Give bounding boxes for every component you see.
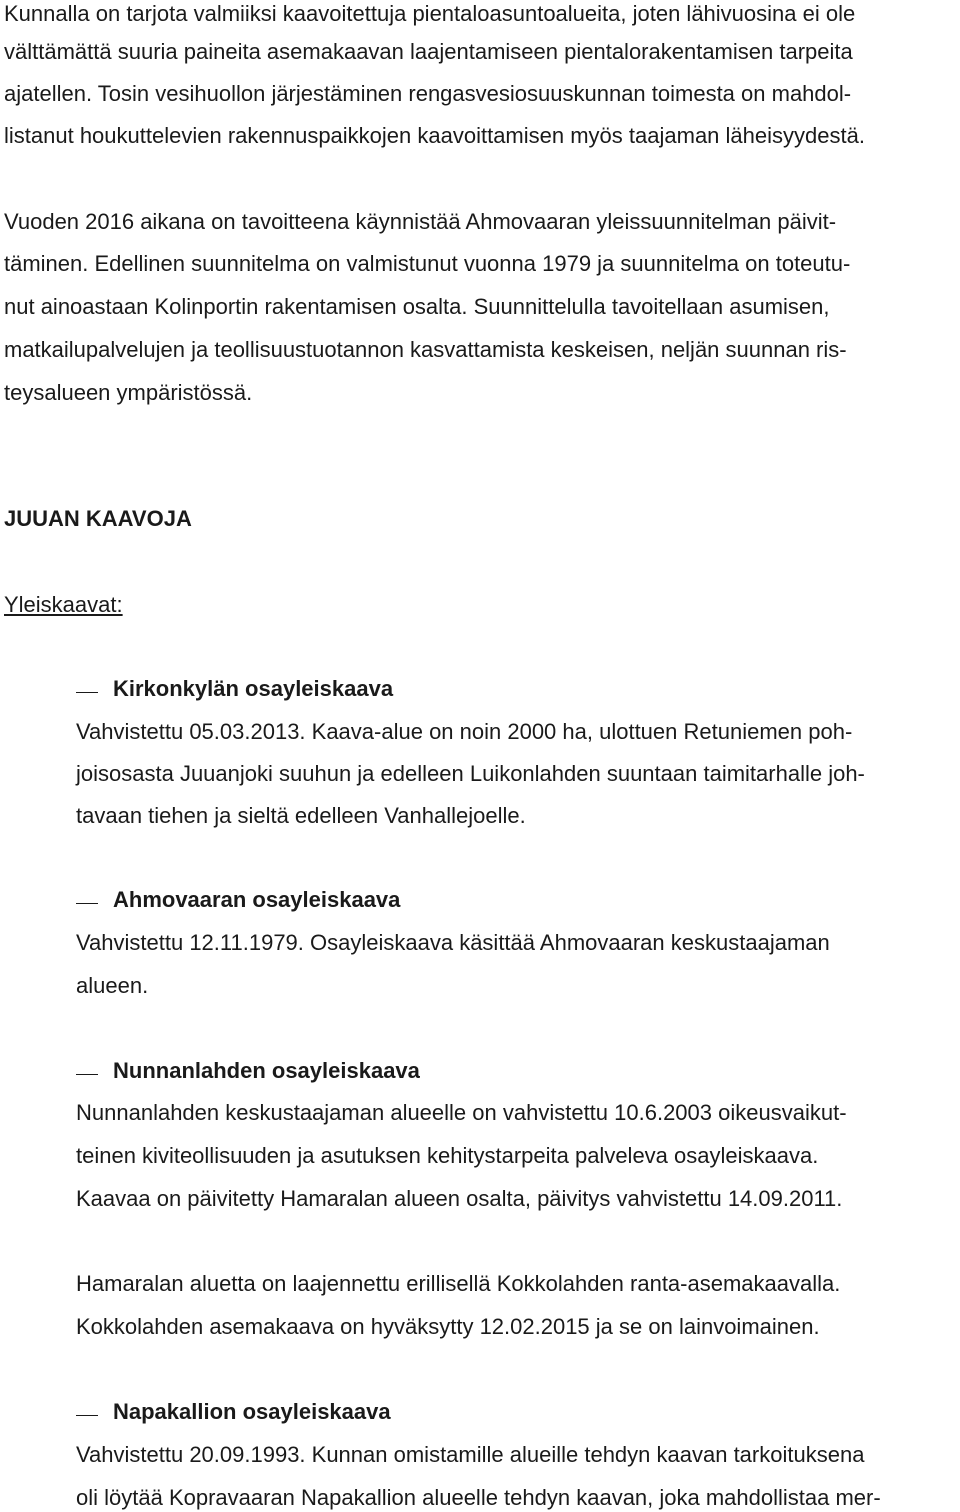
text-line: Vahvistettu 12.11.1979. Osayleiskaava käsittää Ahmovaaran keskustaajaman [76,930,830,955]
text-line: alueen. [76,973,149,998]
text-line: Kunnalla on tarjota valmiiksi kaavoitettuja pientaloasuntoalueita, joten lähivuosina ei ole [4,1,856,26]
text-line: Hamaralan aluetta on laajennettu erillisellä Kokkolahden ranta-asemakaavalla. [76,1271,841,1296]
text-line: Vahvistettu 05.03.2013. Kaava-alue on noin 2000 ha, ulottuen Retuniemen poh- [76,719,853,744]
text-line: ajatellen. Tosin vesihuollon järjestäminen rengasvesiosuuskunnan toimesta on mahdol- [4,81,852,106]
text-line: joisosasta Juuanjoki suuhun ja edelleen Luikonlahden suuntaan taimitarhalle joh- [76,761,865,786]
item-title: Ahmovaaran osayleiskaava [113,887,401,912]
text-line: nut ainoastaan Kolinportin rakentamisen osalta. Suunnittelulla tavoitellaan asumisen, [4,294,830,319]
text-line: Vahvistettu 20.09.1993. Kunnan omistamille alueille tehdyn kaavan tarkoituksena [76,1442,865,1467]
text-line: tavaan tiehen ja sieltä edelleen Vanhallejoelle. [76,803,526,828]
text-line: teinen kiviteollisuuden ja asutuksen kehitystarpeita palveleva osayleiskaava. [76,1143,819,1168]
text-line: välttämättä suuria paineita asemakaavan laajentamiseen pientalorakentamisen tarpeita [4,39,853,64]
text-line: matkailupalvelujen ja teollisuustuotannon kasvattamista keskeisen, neljän suunnan ris- [4,337,847,362]
item-title: Nunnanlahden osayleiskaava [113,1058,420,1083]
dash-bullet-icon [76,1415,98,1416]
text-line: täminen. Edellinen suunnitelma on valmistunut vuonna 1979 ja suunnitelma on toteutu- [4,251,851,276]
text-line: Kaavaa on päivitetty Hamaralan alueen osalta, päivitys vahvistettu 14.09.2011. [76,1186,843,1211]
subsection-heading: Yleiskaavat: [4,592,123,617]
text-line: teysalueen ympäristössä. [4,380,253,405]
item-title: Napakallion osayleiskaava [113,1399,391,1424]
dash-bullet-icon [76,903,98,904]
dash-bullet-icon [76,692,98,693]
text-line: Nunnanlahden keskustaajaman alueelle on vahvistettu 10.6.2003 oikeusvaikut- [76,1100,847,1125]
text-line: Kokkolahden asemakaava on hyväksytty 12.02.2015 ja se on lainvoimainen. [76,1314,820,1339]
text-line: Vuoden 2016 aikana on tavoitteena käynnistää Ahmovaaran yleissuunnitelman päivit- [4,209,837,234]
section-heading: JUUAN KAAVOJA [4,506,192,531]
item-title: Kirkonkylän osayleiskaava [113,676,394,701]
text-line: oli löytää Kopravaaran Napakallion alueelle tehdyn kaavan, joka mahdollistaa mer- [76,1485,881,1510]
dash-bullet-icon [76,1074,98,1075]
text-line: listanut houkuttelevien rakennuspaikkojen kaavoittamisen myös taajaman läheisyydestä. [4,123,865,148]
